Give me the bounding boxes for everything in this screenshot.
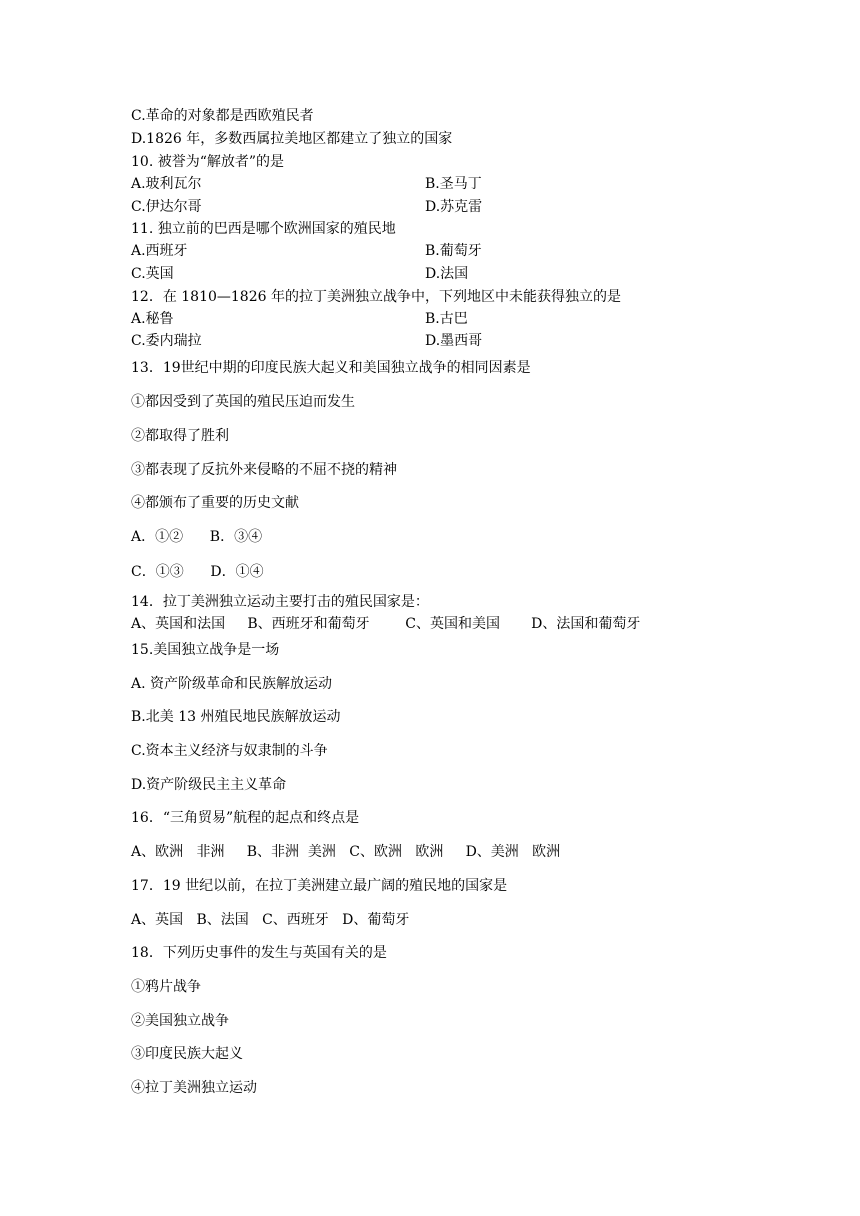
question-13: 13．19世纪中期的印度民族大起义和美国独立战争的相同因素是	[131, 360, 531, 376]
q17-options: A、英国 B、法国 C、西班牙 D、葡萄牙	[131, 912, 410, 928]
q13-statement-4: ④都颁布了重要的历史文献	[131, 495, 299, 511]
q18-event-4: ④拉丁美洲独立运动	[131, 1080, 257, 1096]
q12-option-c: C.委内瑞拉	[131, 333, 202, 349]
q12-option-b: B.古巴	[425, 311, 468, 327]
q10-option-d: D.苏克雷	[425, 199, 483, 215]
q13-statement-1: ①都因受到了英国的殖民压迫而发生	[131, 394, 355, 410]
q15-option-b: B.北美 13 州殖民地民族解放运动	[131, 709, 341, 725]
question-18: 18．下列历史事件的发生与英国有关的是	[131, 945, 387, 961]
question-17: 17．19 世纪以前，在拉丁美洲建立最广阔的殖民地的国家是	[131, 878, 508, 894]
option-d-line: D.1826 年，多数西属拉美地区都建立了独立的国家	[131, 131, 453, 147]
q18-event-2: ②美国独立战争	[131, 1013, 229, 1029]
q11-option-b: B.葡萄牙	[425, 243, 482, 259]
question-15: 15.美国独立战争是一场	[131, 642, 280, 658]
q12-option-a: A.秘鲁	[131, 311, 174, 327]
q15-option-c: C.资本主义经济与奴隶制的斗争	[131, 743, 328, 759]
q10-option-a: A.玻利瓦尔	[131, 176, 202, 192]
q16-options: A、欧洲 非洲 B、非洲 美洲 C、欧洲 欧洲 D、美洲 欧洲	[131, 844, 561, 860]
q15-option-d: D.资产阶级民主主义革命	[131, 777, 287, 793]
q13-options-cd: C．①③ D．①④	[131, 564, 264, 580]
q18-event-3: ③印度民族大起义	[131, 1046, 243, 1062]
q13-statement-2: ②都取得了胜利	[131, 428, 229, 444]
q10-option-b: B.圣马丁	[425, 176, 482, 192]
q14-options: A、英国和法国 B、西班牙和葡萄牙 C、英国和美国 D、法国和葡萄牙	[131, 616, 641, 632]
q13-options-ab: A．①② B．③④	[131, 529, 263, 545]
q12-option-d: D.墨西哥	[425, 333, 483, 349]
q18-event-1: ①鸦片战争	[131, 979, 201, 995]
q11-option-a: A.西班牙	[131, 243, 188, 259]
q11-option-d: D.法国	[425, 266, 469, 282]
question-16: 16．“三角贸易”航程的起点和终点是	[131, 810, 360, 826]
q13-statement-3: ③都表现了反抗外来侵略的不屈不挠的精神	[131, 462, 397, 478]
question-14: 14．拉丁美洲独立运动主要打击的殖民国家是：	[131, 594, 429, 610]
q15-option-a: A. 资产阶级革命和民族解放运动	[131, 676, 333, 692]
q11-option-c: C.英国	[131, 266, 174, 282]
question-11: 11. 独立前的巴西是哪个欧洲国家的殖民地	[131, 221, 396, 237]
question-12: 12．在 1810—1826 年的拉丁美洲独立战争中，下列地区中未能获得独立的是	[131, 289, 621, 305]
option-c-line: C.革命的对象都是西欧殖民者	[131, 108, 314, 124]
q10-option-c: C.伊达尔哥	[131, 199, 202, 215]
question-10: 10. 被誉为“解放者”的是	[131, 154, 285, 170]
